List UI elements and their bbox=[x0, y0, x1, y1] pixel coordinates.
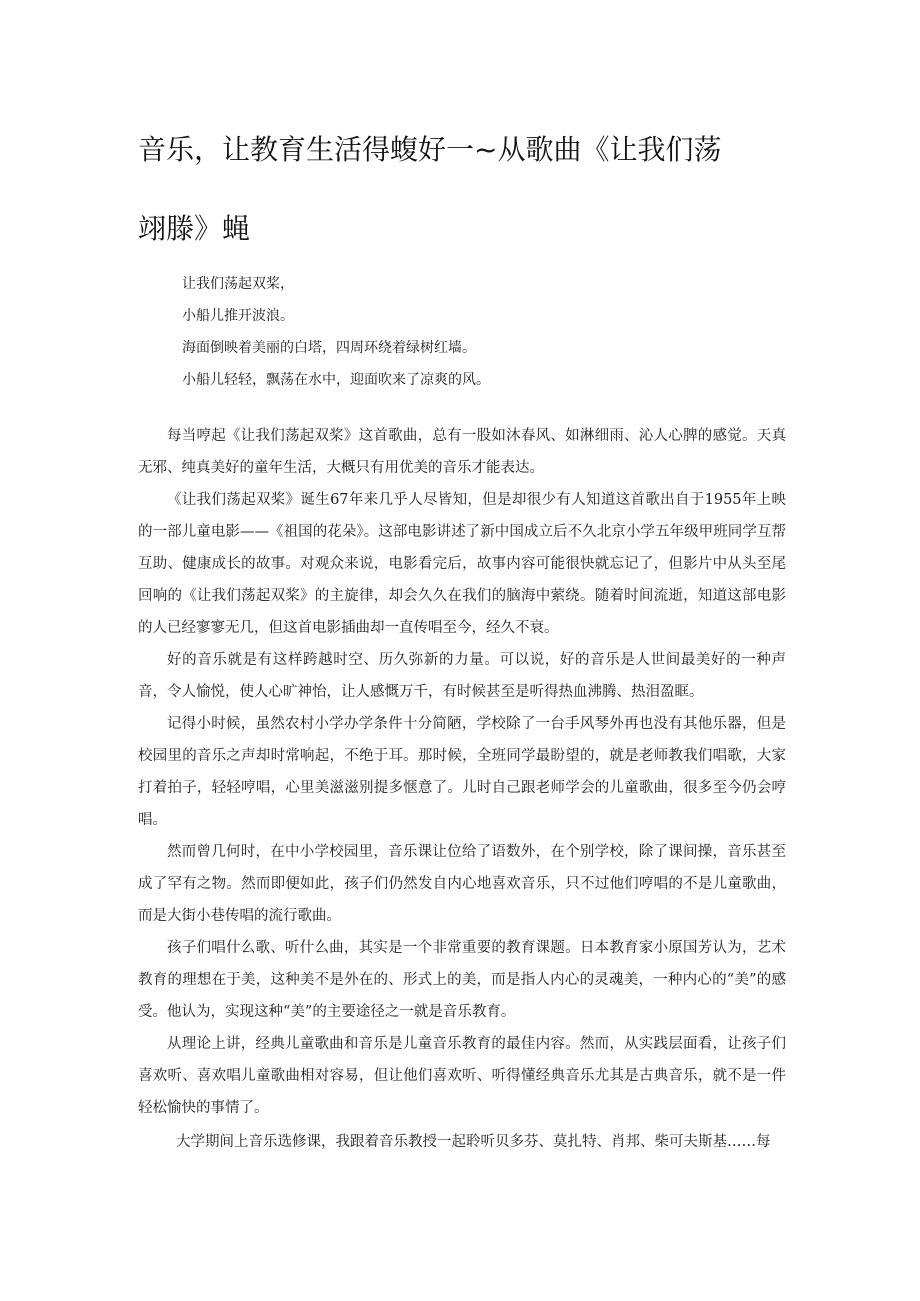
lyric-line: 海面倒映着美丽的白塔，四周环绕着绿树红墙。 bbox=[182, 340, 476, 356]
lyric-line: 小船儿轻轻，飘荡在水中，迎面吹来了凉爽的风。 bbox=[182, 372, 490, 388]
lyric-line: 让我们荡起双桨， bbox=[182, 276, 294, 292]
paragraph: 《让我们荡起双桨》诞生67年来几乎人尽皆知，但是却很少有人知道这首歌出自于1955年上映的一部儿童电影——《祖国的花朵》。这部电影讲述了新中国成立后不久北京小学五年级甲班同学互帮互助、健康成长的故事。对观众来说，电影看完后，故事内容可能很快就忘记了，但影片中从头至尾回响的《让我们荡起双桨》的主旋律，却会久久在我们的脑海中萦绕。随着时间流逝，知道这部电影的人已经寥寥无几，但这首电影插曲却一直传唱至今，经久不衰。 bbox=[138, 492, 786, 636]
article-body bbox=[138, 420, 786, 1124]
paragraph: 然而曾几何时，在中小学校园里，音乐课让位给了语数外，在个别学校，除了课间操，音乐甚至成了罕有之物。然而即便如此，孩子们仍然发自内心地喜欢音乐，只不过他们哼唱的不是儿童歌曲，而是大街小巷传唱的流行歌曲。 bbox=[138, 844, 786, 924]
trailing-paragraph: 大学期间上音乐选修课，我跟着音乐教授一起聆听贝多芬、莫扎特、肖邦、柴可夫斯基……每 bbox=[176, 1134, 771, 1150]
paragraph: 孩子们唱什么歌、听什么曲，其实是一个非常重要的教育课题。日本教育家小原国芳认为，艺术教育的理想在于美，这种美不是外在的、形式上的美，而是指人内心的灵魂美，一种内心的“美”的感受。他认为，实现这种“美”的主要途径之一就是音乐教育。 bbox=[138, 940, 786, 1020]
paragraph: 从理论上讲，经典儿童歌曲和音乐是儿童音乐教育的最佳内容。然而，从实践层面看，让孩子们喜欢听、喜欢唱儿童歌曲相对容易，但让他们喜欢听、听得懂经典音乐尤其是古典音乐，就不是一件轻松愉快的事情了。 bbox=[138, 1036, 786, 1116]
paragraph: 好的音乐就是有这样跨越时空、历久弥新的力量。可以说，好的音乐是人世间最美好的一种声音，令人愉悦，使人心旷神怡，让人感慨万千，有时候甚至是听得热血沸腾、热泪盈眶。 bbox=[138, 652, 786, 700]
paragraph: 记得小时候，虽然农村小学办学条件十分简陋，学校除了一台手风琴外再也没有其他乐器，但是校园里的音乐之声却时常响起，不绝于耳。那时候，全班同学最盼望的，就是老师教我们唱歌，大家打着拍子，轻轻哼唱，心里美滋滋别提多惬意了。儿时自己跟老师学会的儿童歌曲，很多至今仍会哼唱。 bbox=[138, 716, 786, 828]
paragraph: 每当哼起《让我们荡起双桨》这首歌曲，总有一股如沐春风、如淋细雨、沁人心脾的感觉。天真无邪、纯真美好的童年生活，大概只有用优美的音乐才能表达。 bbox=[138, 428, 786, 476]
document-title-line-2: 翊滕》蝇 bbox=[138, 212, 251, 245]
lyric-line: 小船儿推开波浪。 bbox=[182, 308, 294, 324]
document-title-line-1: 音乐，让教育生活得蝮好一~从歌曲《让我们荡 bbox=[138, 133, 722, 166]
lyrics-block bbox=[182, 268, 782, 396]
